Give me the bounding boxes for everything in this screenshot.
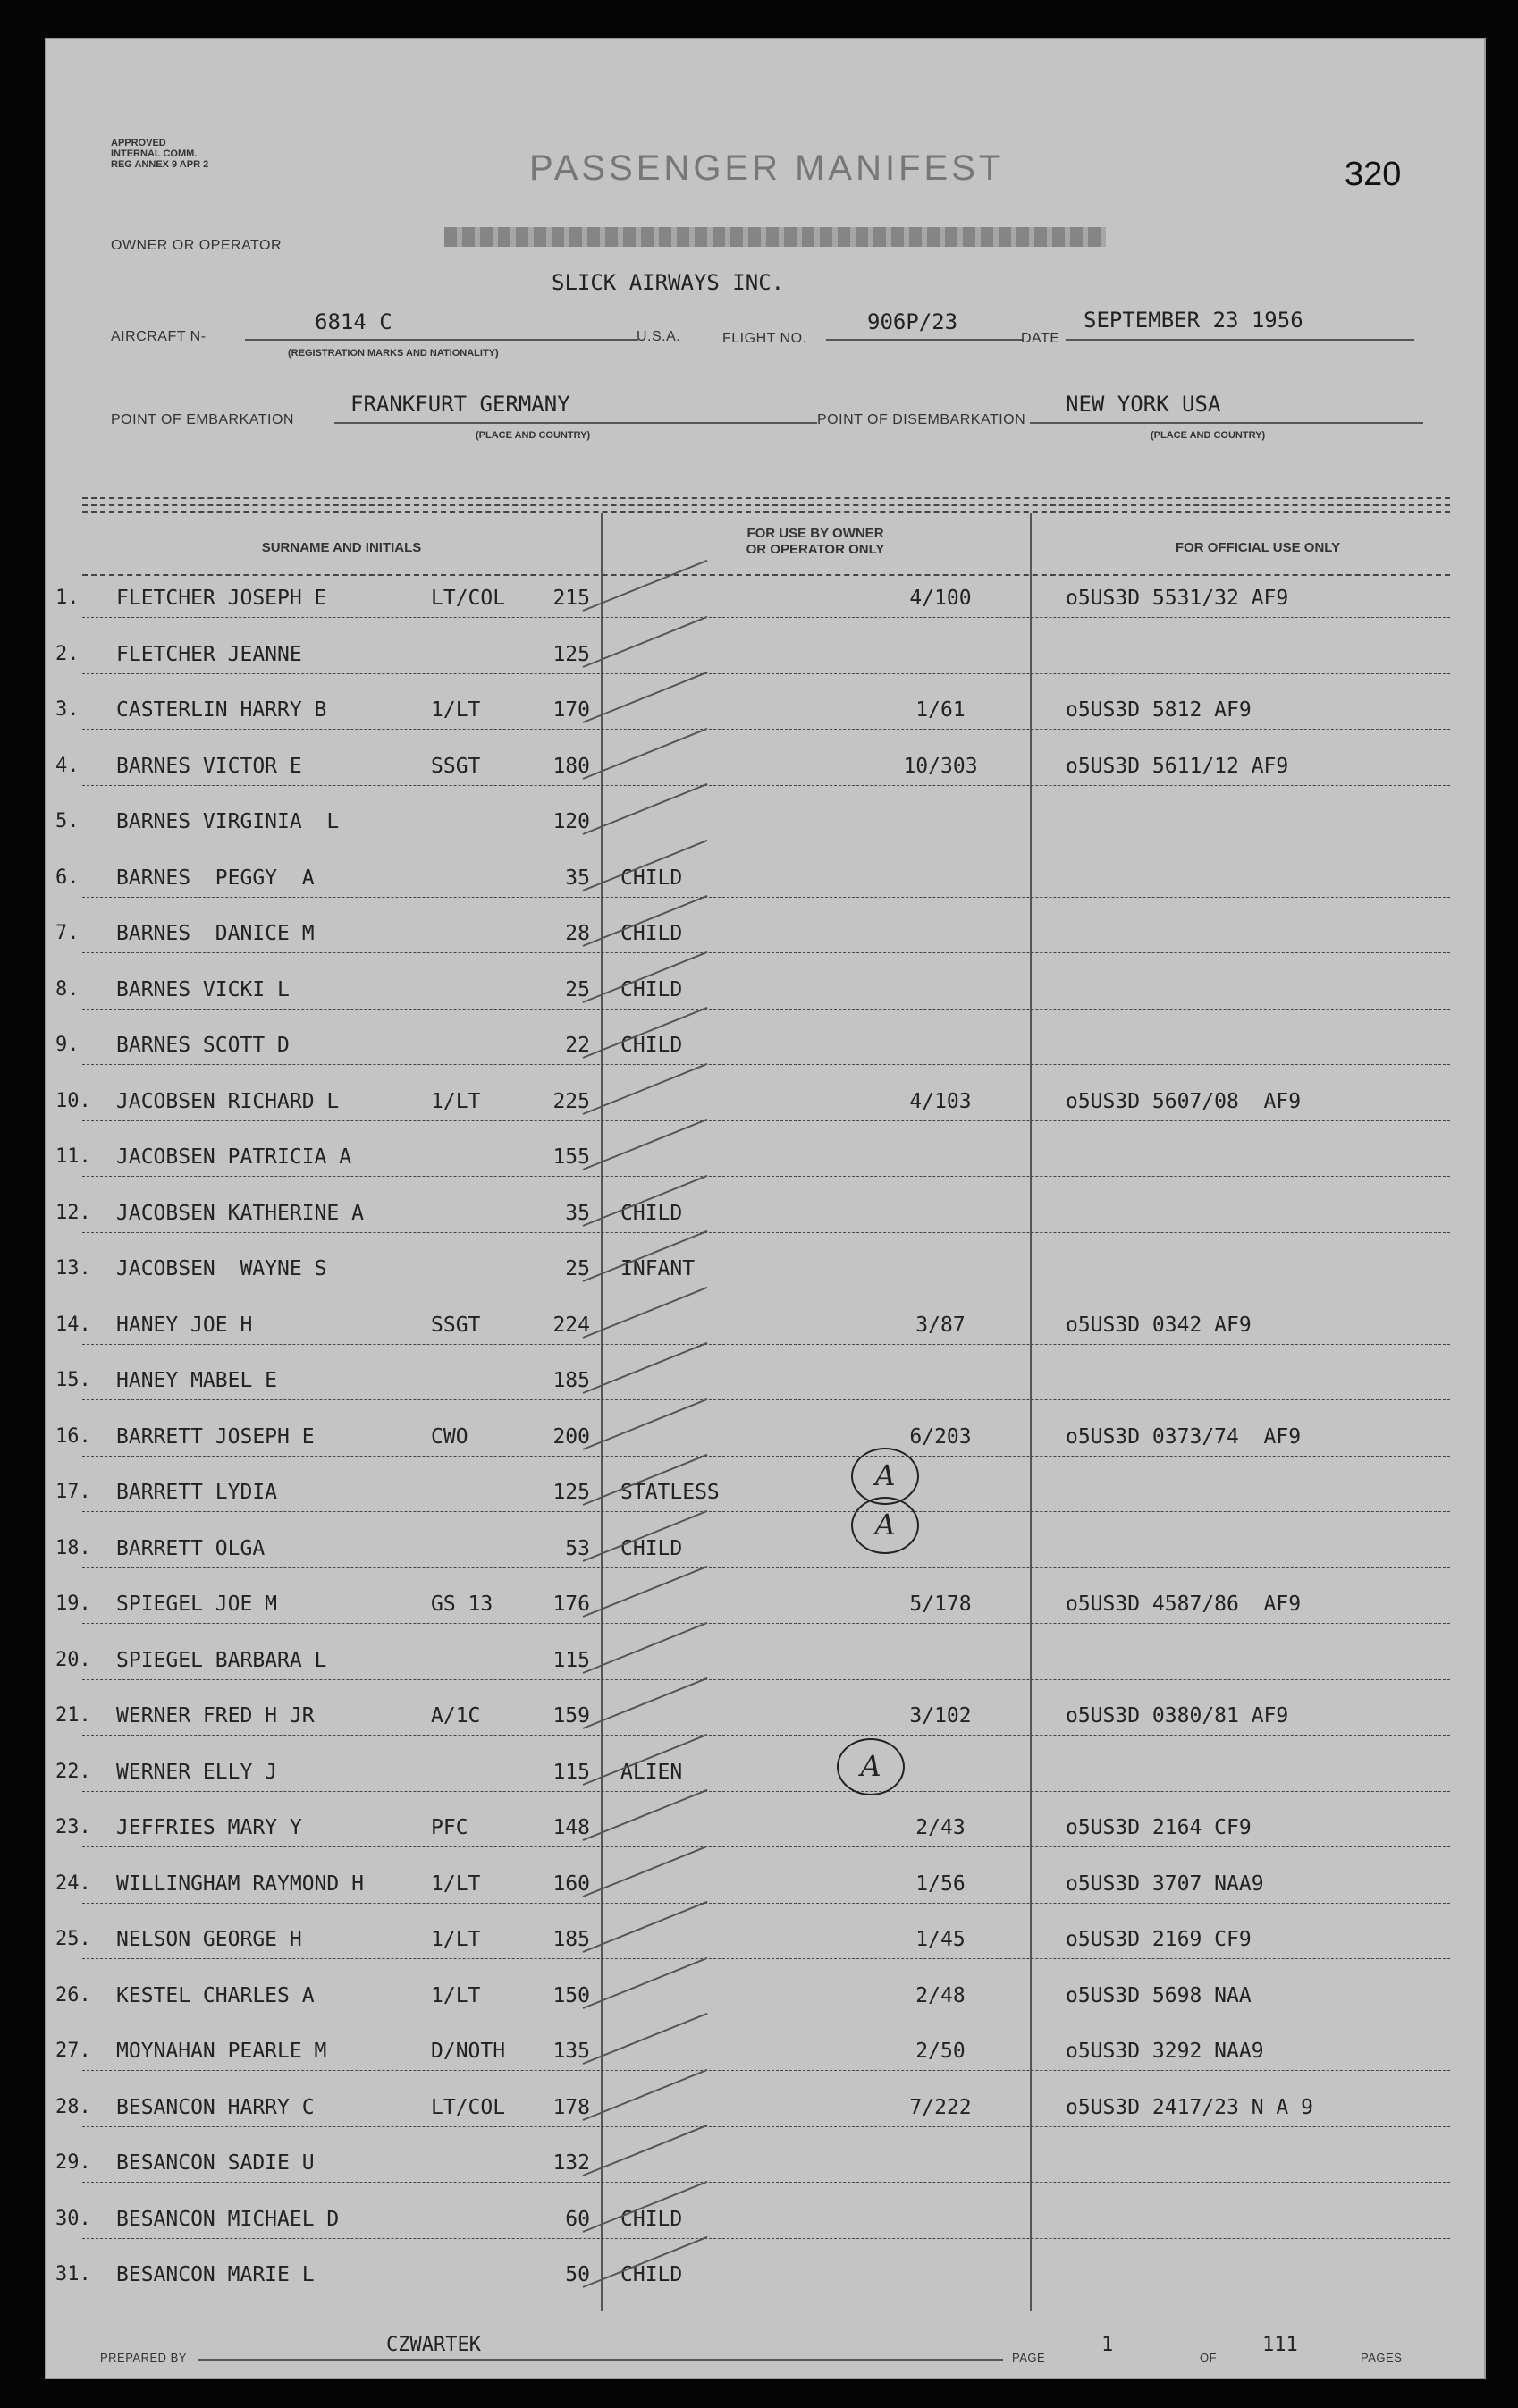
passenger-rank: 1/LT — [431, 698, 481, 722]
row-number: 14. — [55, 1314, 91, 1336]
row-number: 24. — [55, 1872, 91, 1895]
pages-label: PAGES — [1361, 2351, 1403, 2364]
row-number: 28. — [55, 2096, 91, 2118]
passenger-name: SPIEGEL BARBARA L — [116, 1649, 327, 1672]
row-divider — [82, 1567, 1450, 1568]
flight-label: FLIGHT NO. — [722, 331, 807, 346]
passenger-name: BARRETT JOSEPH E — [116, 1425, 315, 1449]
owner-reference: 2/43 — [915, 1816, 966, 1839]
official-entry: o5US3D 2417/23 N A 9 — [1066, 2096, 1313, 2119]
passenger-name: WERNER FRED H JR — [116, 1704, 315, 1728]
passenger-weight: 215 — [552, 587, 590, 610]
official-entry: o5US3D 5607/08 AF9 — [1066, 1090, 1302, 1113]
row-number: 19. — [55, 1593, 91, 1615]
row-number: 1. — [55, 587, 80, 609]
row-number: 7. — [55, 922, 80, 944]
owner-reference: 2/50 — [915, 2040, 966, 2063]
row-number: 13. — [55, 1257, 91, 1280]
row-number: 3. — [55, 698, 80, 721]
row-divider — [82, 1846, 1450, 1847]
passenger-note: STATLESS — [620, 1481, 720, 1504]
disembarkation-label: POINT OF DISEMBARKATION — [817, 412, 1026, 427]
row-divider — [82, 1679, 1450, 1680]
embarkation-caption: (PLACE AND COUNTRY) — [476, 430, 591, 441]
row-divider — [82, 673, 1450, 674]
row-number: 18. — [55, 1537, 91, 1559]
official-entry: o5US3D 2164 CF9 — [1066, 1816, 1252, 1839]
row-divider — [82, 1064, 1450, 1065]
stamp-17: A — [851, 1448, 919, 1505]
row-number: 25. — [55, 1928, 91, 1950]
row-divider — [82, 1176, 1450, 1177]
row-divider — [82, 2182, 1450, 2183]
flight-number: 906P/23 — [867, 309, 958, 334]
passenger-name: KESTEL CHARLES A — [116, 1984, 315, 2007]
passenger-rank: D/NOTH — [431, 2040, 506, 2063]
owner-reference: 3/87 — [915, 1314, 966, 1337]
official-entry: o5US3D 3292 NAA9 — [1066, 2040, 1264, 2063]
owner-reference: 3/102 — [909, 1704, 972, 1728]
form-reference: APPROVED INTERNAL COMM. REG ANNEX 9 APR 2 — [111, 138, 209, 170]
passenger-weight: 185 — [552, 1928, 590, 1951]
page-number: 320 — [1345, 156, 1402, 193]
row-divider — [82, 1120, 1450, 1121]
row-number: 23. — [55, 1816, 91, 1838]
row-number: 16. — [55, 1425, 91, 1448]
passenger-weight: 115 — [552, 1761, 590, 1784]
row-number: 31. — [55, 2263, 91, 2285]
passenger-rank: PFC — [431, 1816, 468, 1839]
passenger-weight: 53 — [565, 1537, 590, 1560]
row-number: 17. — [55, 1481, 91, 1503]
passenger-note: CHILD — [620, 866, 683, 890]
row-number: 4. — [55, 755, 80, 777]
passenger-weight: 35 — [565, 866, 590, 890]
row-number: 5. — [55, 810, 80, 832]
stamp-18: A — [851, 1497, 919, 1554]
passenger-name: BESANCON HARRY C — [116, 2096, 315, 2119]
passenger-rank: LT/COL — [431, 587, 506, 610]
row-number: 26. — [55, 1984, 91, 2007]
row-divider — [82, 1623, 1450, 1624]
row-number: 27. — [55, 2040, 91, 2062]
manifest-sheet — [45, 38, 1486, 2379]
owner-reference: 4/100 — [909, 587, 972, 610]
passenger-weight: 25 — [565, 1257, 590, 1280]
row-number: 21. — [55, 1704, 91, 1727]
passenger-weight: 132 — [552, 2151, 590, 2175]
aircraft-label: AIRCRAFT N- — [111, 329, 207, 344]
passenger-name: FLETCHER JOSEPH E — [116, 587, 327, 610]
passenger-note: CHILD — [620, 922, 683, 945]
passenger-weight: 25 — [565, 978, 590, 1001]
passenger-name: BARRETT OLGA — [116, 1537, 266, 1560]
passenger-weight: 135 — [552, 2040, 590, 2063]
passenger-weight: 185 — [552, 1369, 590, 1392]
passenger-name: MOYNAHAN PEARLE M — [116, 2040, 327, 2063]
passenger-weight: 22 — [565, 1034, 590, 1057]
passenger-name: BARNES PEGGY A — [116, 866, 315, 890]
official-entry: o5US3D 2169 CF9 — [1066, 1928, 1252, 1951]
passenger-note: CHILD — [620, 2208, 683, 2231]
owner-reference: 4/103 — [909, 1090, 972, 1113]
passenger-weight: 170 — [552, 698, 590, 722]
passenger-name: BARRETT LYDIA — [116, 1481, 278, 1504]
page-title: PASSENGER MANIFEST — [529, 148, 1005, 188]
passenger-note: CHILD — [620, 2263, 683, 2286]
passenger-name: BARNES DANICE M — [116, 922, 315, 945]
passenger-note: CHILD — [620, 978, 683, 1001]
disembarkation-point: NEW YORK USA — [1066, 392, 1221, 417]
passenger-name: BESANCON MICHAEL D — [116, 2208, 340, 2231]
passenger-name: BARNES VIRGINIA L — [116, 810, 340, 833]
passenger-name: BARNES SCOTT D — [116, 1034, 290, 1057]
owner-reference: 6/203 — [909, 1425, 972, 1449]
passenger-name: SPIEGEL JOE M — [116, 1593, 278, 1616]
passenger-rank: 1/LT — [431, 1928, 481, 1951]
operator-name: SLICK AIRWAYS INC. — [552, 270, 785, 295]
passenger-weight: 28 — [565, 922, 590, 945]
passenger-rank: 1/LT — [431, 1984, 481, 2007]
page-of: 1 — [1101, 2334, 1114, 2356]
owner-reference: 7/222 — [909, 2096, 972, 2119]
row-divider — [82, 729, 1450, 730]
passenger-note: ALIEN — [620, 1761, 683, 1784]
row-number: 22. — [55, 1761, 91, 1783]
row-number: 20. — [55, 1649, 91, 1671]
row-number: 29. — [55, 2151, 91, 2174]
owner-reference: 1/45 — [915, 1928, 966, 1951]
row-number: 15. — [55, 1369, 91, 1391]
passenger-weight: 176 — [552, 1593, 590, 1616]
passenger-weight: 150 — [552, 1984, 590, 2007]
row-divider — [82, 1511, 1450, 1512]
usa-label: U.S.A. — [637, 329, 681, 344]
passenger-note: CHILD — [620, 1034, 683, 1057]
passenger-name: BARNES VICTOR E — [116, 755, 302, 778]
aircraft-caption: (REGISTRATION MARKS AND NATIONALITY) — [288, 348, 499, 359]
row-divider — [82, 2126, 1450, 2127]
passenger-name: HANEY JOE H — [116, 1314, 253, 1337]
date-label: DATE — [1021, 331, 1060, 346]
owner-reference: 1/61 — [915, 698, 966, 722]
passenger-note: INFANT — [620, 1257, 696, 1280]
passenger-name: HANEY MABEL E — [116, 1369, 278, 1392]
page-label: PAGE — [1012, 2351, 1046, 2364]
passenger-name: NELSON GEORGE H — [116, 1928, 302, 1951]
passenger-name: CASTERLIN HARRY B — [116, 698, 327, 722]
row-divider — [82, 785, 1450, 786]
stamp-22: A — [837, 1738, 905, 1795]
passenger-weight: 115 — [552, 1649, 590, 1672]
passenger-weight: 180 — [552, 755, 590, 778]
official-entry: o5US3D 5531/32 AF9 — [1066, 587, 1289, 610]
row-divider — [82, 897, 1450, 898]
row-divider — [82, 1399, 1450, 1400]
row-divider — [82, 1456, 1450, 1457]
row-divider — [82, 1232, 1450, 1233]
passenger-note: CHILD — [620, 1202, 683, 1225]
passenger-rank: SSGT — [431, 755, 481, 778]
row-divider — [82, 1903, 1450, 1904]
passenger-weight: 159 — [552, 1704, 590, 1728]
row-divider — [82, 1009, 1450, 1010]
passenger-rank: 1/LT — [431, 1872, 481, 1896]
owner-use-header: FOR USE BY OWNER OR OPERATOR ONLY — [746, 526, 885, 557]
passenger-weight: 125 — [552, 643, 590, 666]
passenger-rank: A/1C — [431, 1704, 481, 1728]
passenger-weight: 120 — [552, 810, 590, 833]
passenger-rank: LT/COL — [431, 2096, 506, 2119]
passenger-name: BESANCON SADIE U — [116, 2151, 315, 2175]
row-divider — [82, 1791, 1450, 1792]
row-number: 9. — [55, 1034, 80, 1056]
passenger-weight: 225 — [552, 1090, 590, 1113]
passenger-weight: 125 — [552, 1481, 590, 1504]
embarkation-point: FRANKFURT GERMANY — [350, 392, 570, 417]
passenger-rank: SSGT — [431, 1314, 481, 1337]
passenger-rank: 1/LT — [431, 1090, 481, 1113]
row-divider — [82, 1958, 1450, 1959]
passenger-name: JACOBSEN RICHARD L — [116, 1090, 340, 1113]
row-number: 30. — [55, 2208, 91, 2230]
row-number: 2. — [55, 643, 80, 665]
passenger-weight: 35 — [565, 1202, 590, 1225]
row-divider — [82, 617, 1450, 618]
of-label: OF — [1200, 2351, 1218, 2364]
prepared-by: CZWARTEK — [386, 2334, 481, 2356]
official-entry: o5US3D 0380/81 AF9 — [1066, 1704, 1289, 1728]
passenger-name: WERNER ELLY J — [116, 1761, 278, 1784]
passenger-weight: 148 — [552, 1816, 590, 1839]
official-entry: o5US3D 0342 AF9 — [1066, 1314, 1252, 1337]
row-divider — [82, 1344, 1450, 1345]
embarkation-label: POINT OF EMBARKATION — [111, 412, 294, 427]
official-use-header: FOR OFFICIAL USE ONLY — [1175, 540, 1341, 555]
owner-reference: 5/178 — [909, 1593, 972, 1616]
total-pages: 111 — [1262, 2334, 1298, 2356]
passenger-weight: 50 — [565, 2263, 590, 2286]
official-entry: o5US3D 0373/74 AF9 — [1066, 1425, 1302, 1449]
row-number: 10. — [55, 1090, 91, 1112]
passenger-weight: 224 — [552, 1314, 590, 1337]
row-divider — [82, 1735, 1450, 1736]
row-number: 6. — [55, 866, 80, 889]
owner-reference: 10/303 — [903, 755, 978, 778]
redacted-operator-stamp — [444, 227, 1106, 247]
row-divider — [82, 952, 1450, 953]
passenger-rank: CWO — [431, 1425, 468, 1449]
passenger-weight: 200 — [552, 1425, 590, 1449]
row-divider — [82, 2238, 1450, 2239]
disembarkation-caption: (PLACE AND COUNTRY) — [1151, 430, 1266, 441]
passenger-name: JACOBSEN KATHERINE A — [116, 1202, 364, 1225]
official-entry: o5US3D 5611/12 AF9 — [1066, 755, 1289, 778]
owner-reference: 2/48 — [915, 1984, 966, 2007]
passenger-name: FLETCHER JEANNE — [116, 643, 302, 666]
passenger-note: CHILD — [620, 1537, 683, 1560]
official-entry: o5US3D 3707 NAA9 — [1066, 1872, 1264, 1896]
row-number: 11. — [55, 1145, 91, 1168]
passenger-weight: 160 — [552, 1872, 590, 1896]
aircraft-registration: 6814 C — [315, 309, 392, 334]
row-divider — [82, 2070, 1450, 2071]
prepared-label: PREPARED BY — [100, 2351, 188, 2364]
owner-label: OWNER OR OPERATOR — [111, 238, 283, 253]
owner-reference: 1/56 — [915, 1872, 966, 1896]
passenger-name: WILLINGHAM RAYMOND H — [116, 1872, 364, 1896]
passenger-weight: 60 — [565, 2208, 590, 2231]
passenger-name: JACOBSEN WAYNE S — [116, 1257, 327, 1280]
passenger-weight: 178 — [552, 2096, 590, 2119]
official-entry: o5US3D 5812 AF9 — [1066, 698, 1252, 722]
passenger-name: JACOBSEN PATRICIA A — [116, 1145, 352, 1169]
row-number: 12. — [55, 1202, 91, 1224]
surname-header: SURNAME AND INITIALS — [261, 540, 422, 555]
passenger-weight: 155 — [552, 1145, 590, 1169]
official-entry: o5US3D 4587/86 AF9 — [1066, 1593, 1302, 1616]
passenger-rank: GS 13 — [431, 1593, 493, 1616]
row-number: 8. — [55, 978, 80, 1001]
official-entry: o5US3D 5698 NAA — [1066, 1984, 1252, 2007]
passenger-name: BESANCON MARIE L — [116, 2263, 315, 2286]
passenger-name: BARNES VICKI L — [116, 978, 290, 1001]
flight-date: SEPTEMBER 23 1956 — [1084, 308, 1303, 333]
passenger-name: JEFFRIES MARY Y — [116, 1816, 302, 1839]
